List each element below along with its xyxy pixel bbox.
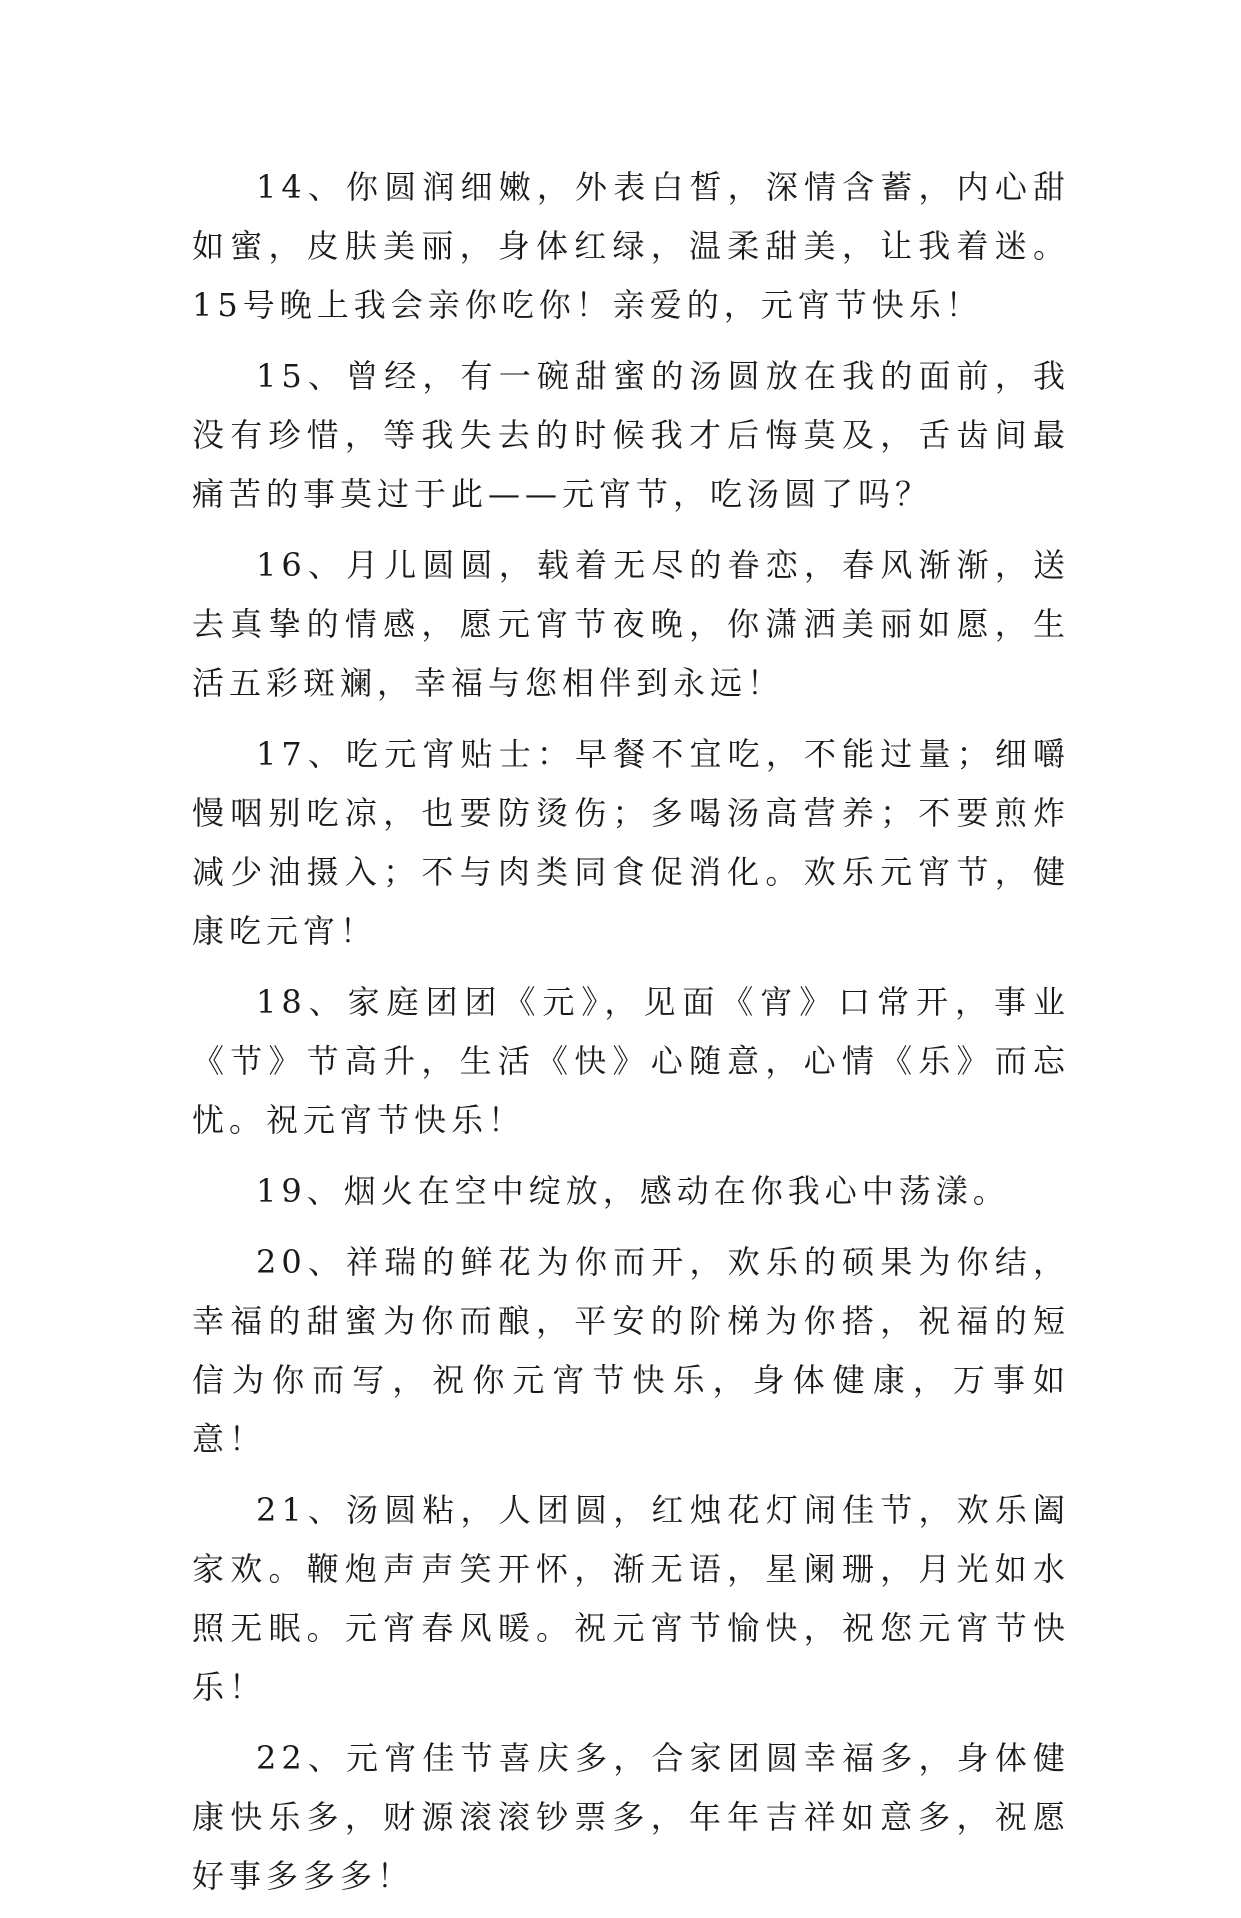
document-body — [192, 158, 1070, 1918]
paragraph-16: 16、月儿圆圆，载着无尽的眷恋，春风渐渐，送去真挚的情感，愿元宵节夜晚，你潇洒美丽如愿，生活五彩斑斓，幸福与您相伴到永远！ — [192, 546, 1070, 702]
paragraph-14: 14、你圆润细嫩，外表白皙，深情含蓄，内心甜如蜜，皮肤美丽，身体红绿，温柔甜美，让我着迷。15号晚上我会亲你吃你！亲爱的，元宵节快乐！ — [192, 168, 1070, 324]
paragraph-22: 22、元宵佳节喜庆多，合家团圆幸福多，身体健康快乐多，财源滚滚钞票多，年年吉祥如意多，祝愿好事多多多！ — [192, 1739, 1070, 1895]
paragraph-20: 20、祥瑞的鲜花为你而开，欢乐的硕果为你结，幸福的甜蜜为你而酿，平安的阶梯为你搭，祝福的短信为你而写，祝你元宵节快乐，身体健康，万事如意！ — [192, 1243, 1070, 1458]
paragraph-15: 15、曾经，有一碗甜蜜的汤圆放在我的面前，我没有珍惜，等我失去的时候我才后悔莫及，舌齿间最痛苦的事莫过于此——元宵节，吃汤圆了吗？ — [192, 357, 1070, 513]
paragraph-18: 18、家庭团团《元》，见面《宵》口常开，事业《节》节高升，生活《快》心随意，心情《乐》而忘忧。祝元宵节快乐！ — [192, 983, 1070, 1139]
paragraph-19: 19、烟火在空中绽放，感动在你我心中荡漾。 — [256, 1172, 1010, 1210]
paragraph-17: 17、吃元宵贴士：早餐不宜吃，不能过量；细嚼慢咽别吃凉，也要防烫伤；多喝汤高营养；不要煎炸减少油摄入；不与肉类同食促消化。欢乐元宵节，健康吃元宵！ — [192, 735, 1070, 950]
paragraph-21: 21、汤圆粘，人团圆，红烛花灯闹佳节，欢乐阖家欢。鞭炮声声笑开怀，渐无语，星阑珊，月光如水照无眠。元宵春风暖。祝元宵节愉快，祝您元宵节快乐！ — [192, 1491, 1070, 1706]
